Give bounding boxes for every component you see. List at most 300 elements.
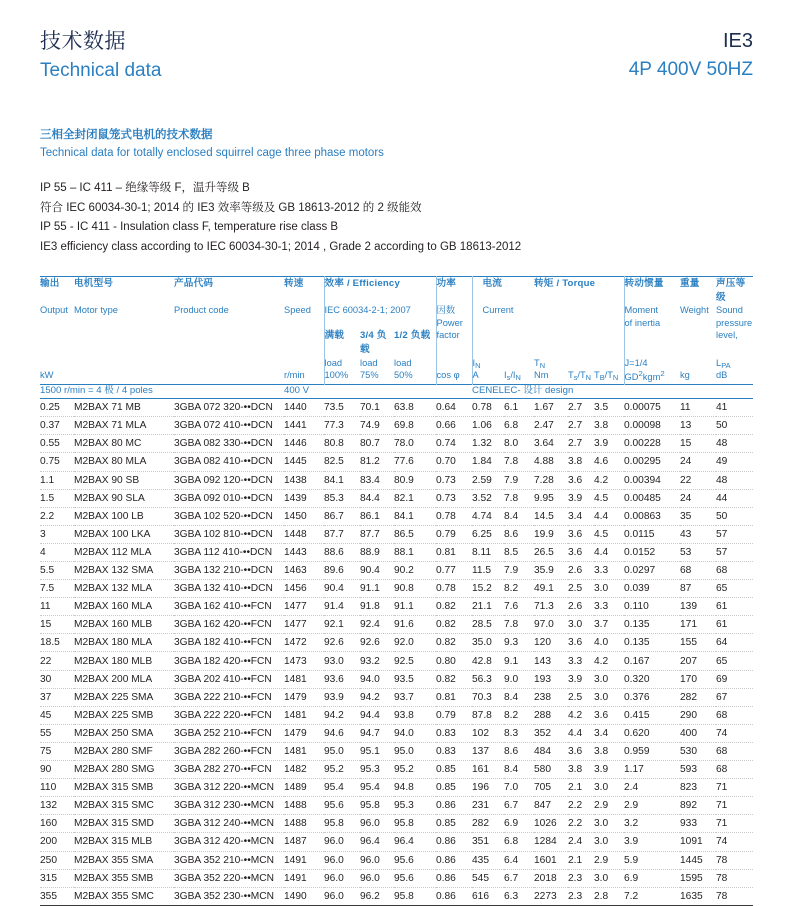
cell-current-ratio: 6.8 bbox=[504, 417, 534, 435]
spacer-eff bbox=[324, 317, 436, 329]
cell-sound-db: 68 bbox=[716, 742, 753, 760]
cell-current-ratio: 8.4 bbox=[504, 761, 534, 779]
col-eff-34-zh: 3/4 负载 bbox=[360, 330, 387, 355]
cell-speed: 1481 bbox=[284, 670, 324, 688]
cell-output-kw: 315 bbox=[40, 869, 74, 887]
cell-eff-100: 95.2 bbox=[324, 761, 360, 779]
table-row bbox=[40, 851, 753, 869]
cell-current-in: 56.3 bbox=[472, 670, 504, 688]
spacer-c2 bbox=[174, 329, 284, 357]
cell-power-factor: 0.81 bbox=[436, 688, 472, 706]
cell-output-kw: 5.5 bbox=[40, 562, 74, 580]
cell-eff-75: 96.0 bbox=[360, 851, 394, 869]
cell-eff-50: 95.8 bbox=[394, 815, 436, 833]
cell-weight: 1635 bbox=[680, 890, 703, 902]
cell-power-factor: 0.85 bbox=[436, 815, 472, 833]
cell-power-factor: 0.79 bbox=[436, 525, 472, 543]
cell-torque-tb-tn: 4.5 bbox=[594, 525, 624, 543]
spacer-torque bbox=[534, 317, 624, 329]
cell-torque-tn: 238 bbox=[534, 688, 568, 706]
cell-power-factor: 0.82 bbox=[436, 634, 472, 652]
cell-motor-type: M2BAX 100 LKA bbox=[74, 525, 174, 543]
cell-eff-75: 83.4 bbox=[360, 471, 394, 489]
cell-torque-ts-tn: 3.0 bbox=[568, 616, 594, 634]
note-line-1: IP 55 – IC 411 – 绝缘等级 F，温升等级 B bbox=[40, 181, 250, 194]
cell-eff-50: 91.1 bbox=[394, 598, 436, 616]
table-header bbox=[40, 276, 753, 398]
cell-power-factor: 0.66 bbox=[436, 417, 472, 435]
table-row bbox=[40, 779, 753, 797]
cell-eff-100: 88.6 bbox=[324, 543, 360, 561]
cell-current-in: 35.0 bbox=[472, 634, 504, 652]
spacer-torque2 bbox=[534, 329, 624, 357]
col-efficiency-group: 效率 / Efficiency bbox=[324, 276, 436, 304]
cell-speed: 1440 bbox=[284, 399, 324, 417]
cell-product-code: 3GBA 352 220-••MCN bbox=[174, 869, 284, 887]
cell-eff-50: 91.6 bbox=[394, 616, 436, 634]
cell-moment-of-inertia: 0.320 bbox=[624, 670, 680, 688]
cell-eff-50: 84.1 bbox=[394, 507, 436, 525]
header-third-row bbox=[40, 317, 753, 329]
cell-motor-type: M2BAX 180 MLB bbox=[74, 652, 174, 670]
cell-torque-tn: 143 bbox=[534, 652, 568, 670]
cell-eff-50: 90.8 bbox=[394, 580, 436, 598]
header-fifth-row bbox=[40, 357, 753, 369]
cell-speed: 1438 bbox=[284, 471, 324, 489]
col-torque-group: 转矩 / Torque bbox=[534, 277, 596, 289]
cell-output-kw: 0.55 bbox=[40, 435, 74, 453]
cell-product-code: 3GBA 112 410-••DCN bbox=[174, 543, 284, 561]
cell-weight: 24 bbox=[680, 489, 716, 507]
cell-motor-type: M2BAX 160 MLA bbox=[74, 598, 174, 616]
cell-torque-tb-tn: 3.5 bbox=[594, 399, 624, 417]
cell-motor-type: M2BAX 132 SMA bbox=[74, 562, 174, 580]
col-current-in-sym: $I_N$ bbox=[472, 357, 504, 369]
cell-speed: 1456 bbox=[284, 580, 324, 598]
cell-eff-50: 90.2 bbox=[394, 562, 436, 580]
cell-torque-ts-tn: 2.7 bbox=[568, 435, 594, 453]
col-sound-zh: 声压等级 bbox=[716, 277, 746, 303]
cell-eff-100: 82.5 bbox=[324, 453, 360, 471]
cell-torque-ts-tn: 3.3 bbox=[568, 652, 594, 670]
cell-motor-type: M2BAX 80 MLA bbox=[74, 453, 174, 471]
cell-torque-tn: 14.5 bbox=[534, 507, 568, 525]
cell-motor-type: M2BAX 280 SMF bbox=[74, 742, 174, 760]
cell-torque-tb-tn: 4.4 bbox=[594, 507, 624, 525]
cell-current-in: 3.52 bbox=[472, 489, 504, 507]
cell-torque-tn: 71.3 bbox=[534, 598, 568, 616]
cell-eff-50: 93.8 bbox=[394, 706, 436, 724]
cell-power-factor: 0.86 bbox=[436, 851, 472, 869]
spacer-inertia2 bbox=[624, 329, 680, 357]
unit-sound: dB bbox=[716, 369, 728, 380]
cell-current-ratio: 7.8 bbox=[504, 489, 534, 507]
table-row bbox=[40, 797, 753, 815]
cell-current-in: 21.1 bbox=[472, 598, 504, 616]
cell-eff-100: 85.3 bbox=[324, 489, 360, 507]
cell-output-kw: 90 bbox=[40, 761, 74, 779]
table-row bbox=[40, 833, 753, 851]
cell-motor-type: M2BAX 280 SMG bbox=[74, 761, 174, 779]
cell-eff-50: 78.0 bbox=[394, 435, 436, 453]
cell-torque-ts-tn: 2.5 bbox=[568, 580, 594, 598]
cell-eff-100: 77.3 bbox=[324, 417, 360, 435]
cell-sound-db: 41 bbox=[716, 399, 753, 417]
cell-motor-type: M2BAX 355 SMA bbox=[74, 851, 174, 869]
cell-current-in: 11.5 bbox=[472, 562, 504, 580]
col-powerfactor-zh2: 因数 bbox=[436, 304, 472, 316]
cell-torque-tb-tn: 3.0 bbox=[594, 688, 624, 706]
cell-eff-50: 95.3 bbox=[394, 797, 436, 815]
table-row bbox=[40, 580, 753, 598]
cell-current-in: 87.8 bbox=[472, 706, 504, 724]
table-row bbox=[40, 815, 753, 833]
cell-power-factor: 0.78 bbox=[436, 580, 472, 598]
spacer-b2 bbox=[74, 329, 174, 357]
cell-sound-db: 61 bbox=[716, 598, 753, 616]
table-row bbox=[40, 399, 753, 417]
cell-torque-tb-tn: 3.0 bbox=[594, 580, 624, 598]
cell-current-ratio: 7.8 bbox=[504, 453, 534, 471]
cell-power-factor: 0.80 bbox=[436, 652, 472, 670]
cell-torque-tb-tn: 4.5 bbox=[594, 489, 624, 507]
note-line-3: IP 55 - IC 411 - Insulation class F, temperature rise class B bbox=[40, 221, 339, 234]
cell-speed: 1491 bbox=[284, 869, 324, 887]
cell-eff-75: 91.1 bbox=[360, 580, 394, 598]
cell-torque-tn: 19.9 bbox=[534, 525, 568, 543]
cell-moment-of-inertia: 0.0115 bbox=[624, 525, 680, 543]
cell-current-in: 70.3 bbox=[472, 688, 504, 706]
cell-torque-ts-tn: 2.2 bbox=[568, 797, 594, 815]
spacer-d3 bbox=[284, 357, 324, 369]
cell-torque-tb-tn: 3.3 bbox=[594, 562, 624, 580]
col-inertia-en: Moment bbox=[624, 304, 680, 316]
cell-weight: 290 bbox=[680, 706, 716, 724]
table-row bbox=[40, 652, 753, 670]
cell-current-ratio: 8.6 bbox=[504, 525, 534, 543]
cell-eff-100: 73.5 bbox=[324, 399, 360, 417]
cell-product-code: 3GBA 092 120-••DCN bbox=[174, 471, 284, 489]
cell-eff-100: 94.2 bbox=[324, 706, 360, 724]
cell-product-code: 3GBA 182 420-••FCN bbox=[174, 652, 284, 670]
cell-eff-100: 95.6 bbox=[324, 797, 360, 815]
cell-torque-tb-tn: 3.9 bbox=[594, 761, 624, 779]
cell-speed: 1481 bbox=[284, 742, 324, 760]
cell-speed: 1481 bbox=[284, 706, 324, 724]
cell-output-kw: 1.5 bbox=[40, 489, 74, 507]
cell-current-in: 2.59 bbox=[472, 471, 504, 489]
table-row bbox=[40, 724, 753, 742]
col-inertia-j: J=1/4 bbox=[624, 357, 680, 369]
cell-weight: 400 bbox=[680, 724, 716, 742]
cell-speed: 1445 bbox=[284, 453, 324, 471]
cell-current-ratio: 7.9 bbox=[504, 471, 534, 489]
table-body bbox=[40, 399, 753, 905]
cell-current-in: 351 bbox=[472, 833, 504, 851]
cell-speed: 1439 bbox=[284, 489, 324, 507]
cell-torque-tn: 3.64 bbox=[534, 435, 568, 453]
unit-eff-34: 75% bbox=[360, 369, 379, 380]
cell-weight: 11 bbox=[680, 399, 716, 417]
cell-torque-ts-tn: 3.6 bbox=[568, 543, 594, 561]
unit-torque-ts: $T_s/T_N$ bbox=[568, 369, 592, 382]
cell-torque-tn: 2273 bbox=[534, 890, 557, 902]
col-sound-en2: pressure bbox=[716, 317, 753, 328]
cell-moment-of-inertia: 0.135 bbox=[624, 634, 680, 652]
col-motortype-en: Motor type bbox=[74, 305, 118, 316]
cell-eff-75: 96.0 bbox=[360, 815, 394, 833]
cell-torque-tn: 1026 bbox=[534, 815, 568, 833]
cell-weight: 823 bbox=[680, 779, 716, 797]
cell-torque-tn: 1.67 bbox=[534, 399, 568, 417]
col-sound-en: Sound bbox=[716, 305, 743, 316]
cell-motor-type: M2BAX 200 MLA bbox=[74, 670, 174, 688]
cell-weight: 43 bbox=[680, 525, 716, 543]
cell-torque-tn: 1284 bbox=[534, 833, 568, 851]
cell-eff-75: 94.4 bbox=[360, 706, 394, 724]
cell-speed: 1473 bbox=[284, 652, 324, 670]
cell-eff-75: 95.3 bbox=[360, 761, 394, 779]
cell-torque-tn: 193 bbox=[534, 670, 568, 688]
cell-product-code: 3GBA 072 410-••DCN bbox=[174, 417, 284, 435]
cell-power-factor: 0.74 bbox=[436, 435, 472, 453]
spacer-weight2 bbox=[680, 329, 716, 357]
cell-motor-type: M2BAX 225 SMB bbox=[74, 706, 174, 724]
cell-current-ratio: 8.2 bbox=[504, 580, 534, 598]
cell-current-in: 435 bbox=[472, 851, 504, 869]
cell-moment-of-inertia: 0.00295 bbox=[624, 453, 680, 471]
table-row bbox=[40, 688, 753, 706]
cell-output-kw: 45 bbox=[40, 706, 74, 724]
spacer-pf3 bbox=[436, 357, 472, 369]
cell-power-factor: 0.73 bbox=[436, 489, 472, 507]
spacer-weight3 bbox=[680, 357, 716, 369]
spacer-c bbox=[174, 317, 284, 329]
cell-sound-db: 65 bbox=[716, 580, 753, 598]
cell-product-code: 3GBA 072 320-••DCN bbox=[174, 399, 284, 417]
cell-moment-of-inertia: 0.00098 bbox=[624, 417, 680, 435]
cell-speed: 1488 bbox=[284, 815, 324, 833]
cell-torque-tb-tn: 3.7 bbox=[594, 616, 624, 634]
cell-torque-ts-tn: 3.8 bbox=[568, 761, 594, 779]
cell-eff-100: 92.6 bbox=[324, 634, 360, 652]
unit-weight: kg bbox=[680, 369, 690, 380]
cell-sound-db: 71 bbox=[716, 797, 753, 815]
cell-eff-100: 93.6 bbox=[324, 670, 360, 688]
cell-torque-ts-tn: 3.4 bbox=[568, 507, 594, 525]
cell-weight: 593 bbox=[680, 761, 716, 779]
col-efficiency-standard: IEC 60034-2-1; 2007 bbox=[324, 304, 436, 316]
page-title-block bbox=[40, 28, 161, 84]
table-row bbox=[40, 869, 753, 887]
spacer-tbtn bbox=[594, 357, 624, 369]
cell-weight: 155 bbox=[680, 634, 716, 652]
col-powerfactor-zh: 功率 bbox=[436, 276, 472, 304]
cell-torque-ts-tn: 2.7 bbox=[568, 417, 594, 435]
cell-power-factor: 0.81 bbox=[436, 543, 472, 561]
cell-eff-50: 92.0 bbox=[394, 634, 436, 652]
spacer-c3 bbox=[174, 357, 284, 369]
cell-sound-db: 74 bbox=[716, 724, 753, 742]
cell-eff-100: 95.8 bbox=[324, 815, 360, 833]
cell-power-factor: 0.77 bbox=[436, 562, 472, 580]
header-fourth-row bbox=[40, 329, 753, 357]
cell-power-factor: 0.79 bbox=[436, 706, 472, 724]
cell-eff-75: 95.1 bbox=[360, 742, 394, 760]
cell-eff-50: 88.1 bbox=[394, 543, 436, 561]
unit-current-ratio: $I_s/I_N$ bbox=[504, 369, 521, 382]
cell-sound-db: 65 bbox=[716, 652, 753, 670]
cell-current-in: 1.32 bbox=[472, 435, 504, 453]
cell-torque-tb-tn: 4.2 bbox=[594, 652, 624, 670]
cell-torque-tn: 1601 bbox=[534, 851, 568, 869]
col-current-en: Current bbox=[472, 304, 534, 316]
cell-sound-db: 48 bbox=[716, 435, 753, 453]
cell-current-in: 15.2 bbox=[472, 580, 504, 598]
cell-weight: 68 bbox=[680, 562, 716, 580]
cell-product-code: 3GBA 312 230-••MCN bbox=[174, 797, 284, 815]
cell-sound-db: 67 bbox=[716, 688, 753, 706]
cell-sound-db: 74 bbox=[716, 833, 753, 851]
cell-moment-of-inertia: 6.9 bbox=[624, 869, 680, 887]
cell-current-ratio: 6.9 bbox=[504, 815, 534, 833]
cell-power-factor: 0.86 bbox=[436, 890, 456, 902]
cell-moment-of-inertia: 7.2 bbox=[624, 890, 639, 902]
cell-power-factor: 0.86 bbox=[436, 833, 472, 851]
header-english-row bbox=[40, 304, 753, 316]
cell-torque-ts-tn: 2.2 bbox=[568, 815, 594, 833]
cell-motor-type: M2BAX 355 SMB bbox=[74, 869, 174, 887]
header-units-row bbox=[40, 369, 753, 385]
cell-product-code: 3GBA 132 410-••DCN bbox=[174, 580, 284, 598]
cell-eff-100: 93.0 bbox=[324, 652, 360, 670]
cell-eff-100: 92.1 bbox=[324, 616, 360, 634]
cell-weight: 13 bbox=[680, 417, 716, 435]
cell-torque-ts-tn: 2.6 bbox=[568, 562, 594, 580]
col-output-zh: 输出 bbox=[40, 277, 60, 289]
cell-moment-of-inertia: 2.9 bbox=[624, 797, 680, 815]
cell-sound-db: 78 bbox=[716, 890, 728, 902]
cell-current-in: 42.8 bbox=[472, 652, 504, 670]
cell-sound-db: 50 bbox=[716, 507, 753, 525]
page-title-zh: 技术数据 bbox=[40, 30, 126, 53]
table-row bbox=[40, 453, 753, 471]
cell-moment-of-inertia: 5.9 bbox=[624, 851, 680, 869]
cell-power-factor: 0.86 bbox=[436, 869, 472, 887]
motor-spec-label: 4P 400V 50HZ bbox=[628, 59, 753, 80]
cell-product-code: 3GBA 092 010-••DCN bbox=[174, 489, 284, 507]
cell-current-in: 616 bbox=[472, 890, 490, 902]
cell-current-ratio: 8.6 bbox=[504, 742, 534, 760]
cell-current-ratio: 6.4 bbox=[504, 851, 534, 869]
cell-sound-db: 48 bbox=[716, 471, 753, 489]
col-powerfactor-en2: factor bbox=[436, 329, 472, 357]
cell-eff-50: 95.6 bbox=[394, 851, 436, 869]
cell-eff-75: 91.8 bbox=[360, 598, 394, 616]
cell-output-kw: 160 bbox=[40, 815, 74, 833]
col-eff-full-zh: 满载 bbox=[324, 329, 360, 357]
cell-current-ratio: 6.8 bbox=[504, 833, 534, 851]
cell-eff-100: 96.0 bbox=[324, 869, 360, 887]
cell-eff-75: 84.4 bbox=[360, 489, 394, 507]
cell-product-code: 3GBA 312 240-••MCN bbox=[174, 815, 284, 833]
cell-current-ratio: 7.0 bbox=[504, 779, 534, 797]
cell-motor-type: M2BAX 315 SMD bbox=[74, 815, 174, 833]
cell-sound-db: 57 bbox=[716, 525, 753, 543]
spacer-isin bbox=[504, 357, 534, 369]
cell-current-ratio: 9.1 bbox=[504, 652, 534, 670]
cell-torque-tb-tn: 3.8 bbox=[594, 742, 624, 760]
spacer-tstn bbox=[568, 357, 594, 369]
cell-torque-ts-tn: 2.6 bbox=[568, 598, 594, 616]
cell-output-kw: 30 bbox=[40, 670, 74, 688]
cell-speed: 1477 bbox=[284, 598, 324, 616]
cell-sound-db: 61 bbox=[716, 616, 753, 634]
cell-current-ratio: 9.0 bbox=[504, 670, 534, 688]
table-row bbox=[40, 435, 753, 453]
cell-torque-tn: 120 bbox=[534, 634, 568, 652]
cell-eff-100: 86.7 bbox=[324, 507, 360, 525]
cell-eff-100: 96.0 bbox=[324, 890, 344, 902]
cell-output-kw: 15 bbox=[40, 616, 74, 634]
cell-eff-75: 88.9 bbox=[360, 543, 394, 561]
cell-product-code: 3GBA 222 220-••FCN bbox=[174, 706, 284, 724]
cell-eff-75: 94.7 bbox=[360, 724, 394, 742]
cell-speed: 1489 bbox=[284, 779, 324, 797]
cell-torque-ts-tn: 2.3 bbox=[568, 869, 594, 887]
cell-sound-db: 68 bbox=[716, 761, 753, 779]
cell-power-factor: 0.64 bbox=[436, 399, 472, 417]
cell-current-in: 1.84 bbox=[472, 453, 504, 471]
cell-current-ratio: 8.0 bbox=[504, 435, 534, 453]
cell-speed: 1491 bbox=[284, 851, 324, 869]
cell-product-code: 3GBA 282 260-••FCN bbox=[174, 742, 284, 760]
cell-eff-50: 82.1 bbox=[394, 489, 436, 507]
cell-torque-ts-tn: 3.6 bbox=[568, 742, 594, 760]
efficiency-class-block bbox=[629, 28, 753, 83]
cell-speed: 1479 bbox=[284, 688, 324, 706]
cell-current-in: 0.78 bbox=[472, 399, 504, 417]
intro-block bbox=[40, 126, 753, 258]
cell-torque-tn: 2018 bbox=[534, 869, 568, 887]
cell-current-ratio: 8.5 bbox=[504, 543, 534, 561]
cell-current-ratio: 7.6 bbox=[504, 598, 534, 616]
cell-torque-tb-tn: 4.2 bbox=[594, 471, 624, 489]
cell-current-in: 6.25 bbox=[472, 525, 504, 543]
cell-eff-75: 94.0 bbox=[360, 670, 394, 688]
col-weight-en: Weight bbox=[680, 305, 709, 316]
cell-speed: 1482 bbox=[284, 761, 324, 779]
cell-motor-type: M2BAX 315 MLB bbox=[74, 833, 174, 851]
cell-power-factor: 0.85 bbox=[436, 779, 472, 797]
spacer-a3 bbox=[40, 357, 74, 369]
unit-output: kW bbox=[40, 369, 54, 380]
cell-weight: 1595 bbox=[680, 869, 716, 887]
spacer-a bbox=[40, 317, 74, 329]
cell-torque-tb-tn: 4.4 bbox=[594, 543, 624, 561]
cell-torque-ts-tn: 2.4 bbox=[568, 833, 594, 851]
unit-current-in: A bbox=[472, 369, 504, 385]
col-torque-tn-sym: $T_N$ bbox=[534, 357, 546, 370]
cell-torque-tb-tn: 3.9 bbox=[594, 435, 624, 453]
cell-sound-db: 68 bbox=[716, 562, 753, 580]
cell-weight: 24 bbox=[680, 453, 716, 471]
cell-current-ratio: 6.7 bbox=[504, 797, 534, 815]
cell-eff-75: 95.4 bbox=[360, 779, 394, 797]
cell-power-factor: 0.85 bbox=[436, 761, 472, 779]
cell-weight: 170 bbox=[680, 670, 716, 688]
band-voltage-label: 400 V bbox=[284, 385, 436, 399]
